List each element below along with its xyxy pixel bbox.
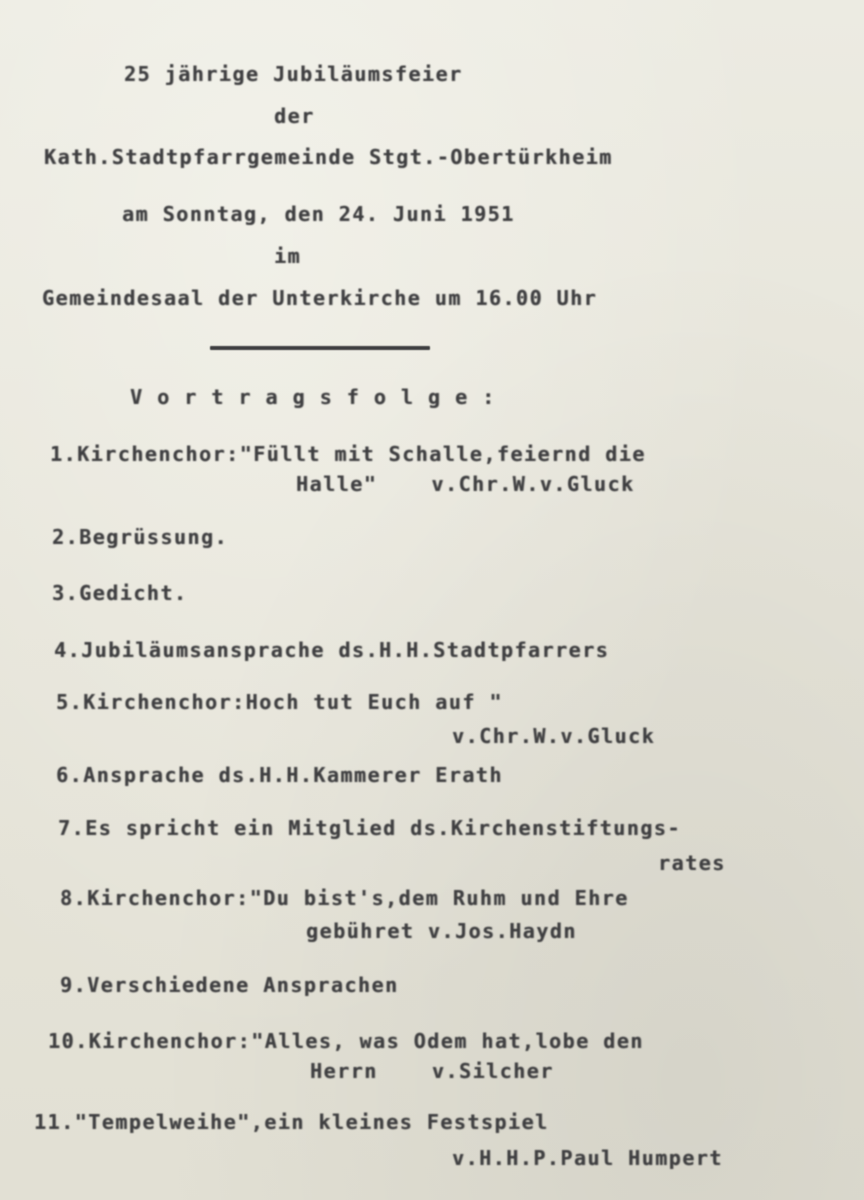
- heading-line-date: am Sonntag, den 24. Juni 1951: [122, 202, 515, 226]
- program-item-4: 4.Jubiläumsansprache ds.H.H.Stadtpfarrers: [54, 638, 610, 662]
- program-item-11-line1: 11."Tempelweihe",ein kleines Festspiel: [34, 1110, 549, 1134]
- heading-line-der: der: [274, 104, 315, 128]
- heading-line-im: im: [274, 244, 302, 268]
- program-item-9: 9.Verschiedene Ansprachen: [60, 973, 399, 997]
- program-item-8-line2: gebühret v.Jos.Haydn: [306, 919, 577, 943]
- program-item-2: 2.Begrüssung.: [52, 525, 229, 549]
- program-item-8-line1: 8.Kirchenchor:"Du bist's,dem Ruhm und Ehre: [60, 886, 629, 910]
- program-item-7-line2: rates: [658, 851, 726, 875]
- program-title: V o r t r a g s f o l g e :: [130, 385, 496, 409]
- program-item-10-line2: Herrn v.Silcher: [310, 1059, 554, 1083]
- heading-line-venue: Gemeindesaal der Unterkirche um 16.00 Uhr: [42, 286, 598, 310]
- heading-line-jubilee: 25 jährige Jubiläumsfeier: [124, 62, 463, 86]
- divider-rule: [210, 346, 430, 350]
- program-item-5-line2: v.Chr.W.v.Gluck: [452, 724, 656, 748]
- program-item-11-line2: v.H.H.P.Paul Humpert: [452, 1146, 723, 1170]
- program-item-3: 3.Gedicht.: [52, 581, 188, 605]
- heading-line-parish: Kath.Stadtpfarrgemeinde Stgt.-Obertürkheim: [44, 145, 613, 169]
- program-item-6: 6.Ansprache ds.H.H.Kammerer Erath: [56, 763, 503, 787]
- program-item-7-line1: 7.Es spricht ein Mitglied ds.Kirchenstiftungs-: [58, 816, 681, 840]
- program-item-1-line2: Halle" v.Chr.W.v.Gluck: [296, 472, 635, 496]
- program-item-1-line1: 1.Kirchenchor:"Füllt mit Schalle,feiernd die: [50, 442, 646, 466]
- program-item-10-line1: 10.Kirchenchor:"Alles, was Odem hat,lobe den: [48, 1029, 644, 1053]
- program-item-5-line1: 5.Kirchenchor:Hoch tut Euch auf ": [56, 690, 503, 714]
